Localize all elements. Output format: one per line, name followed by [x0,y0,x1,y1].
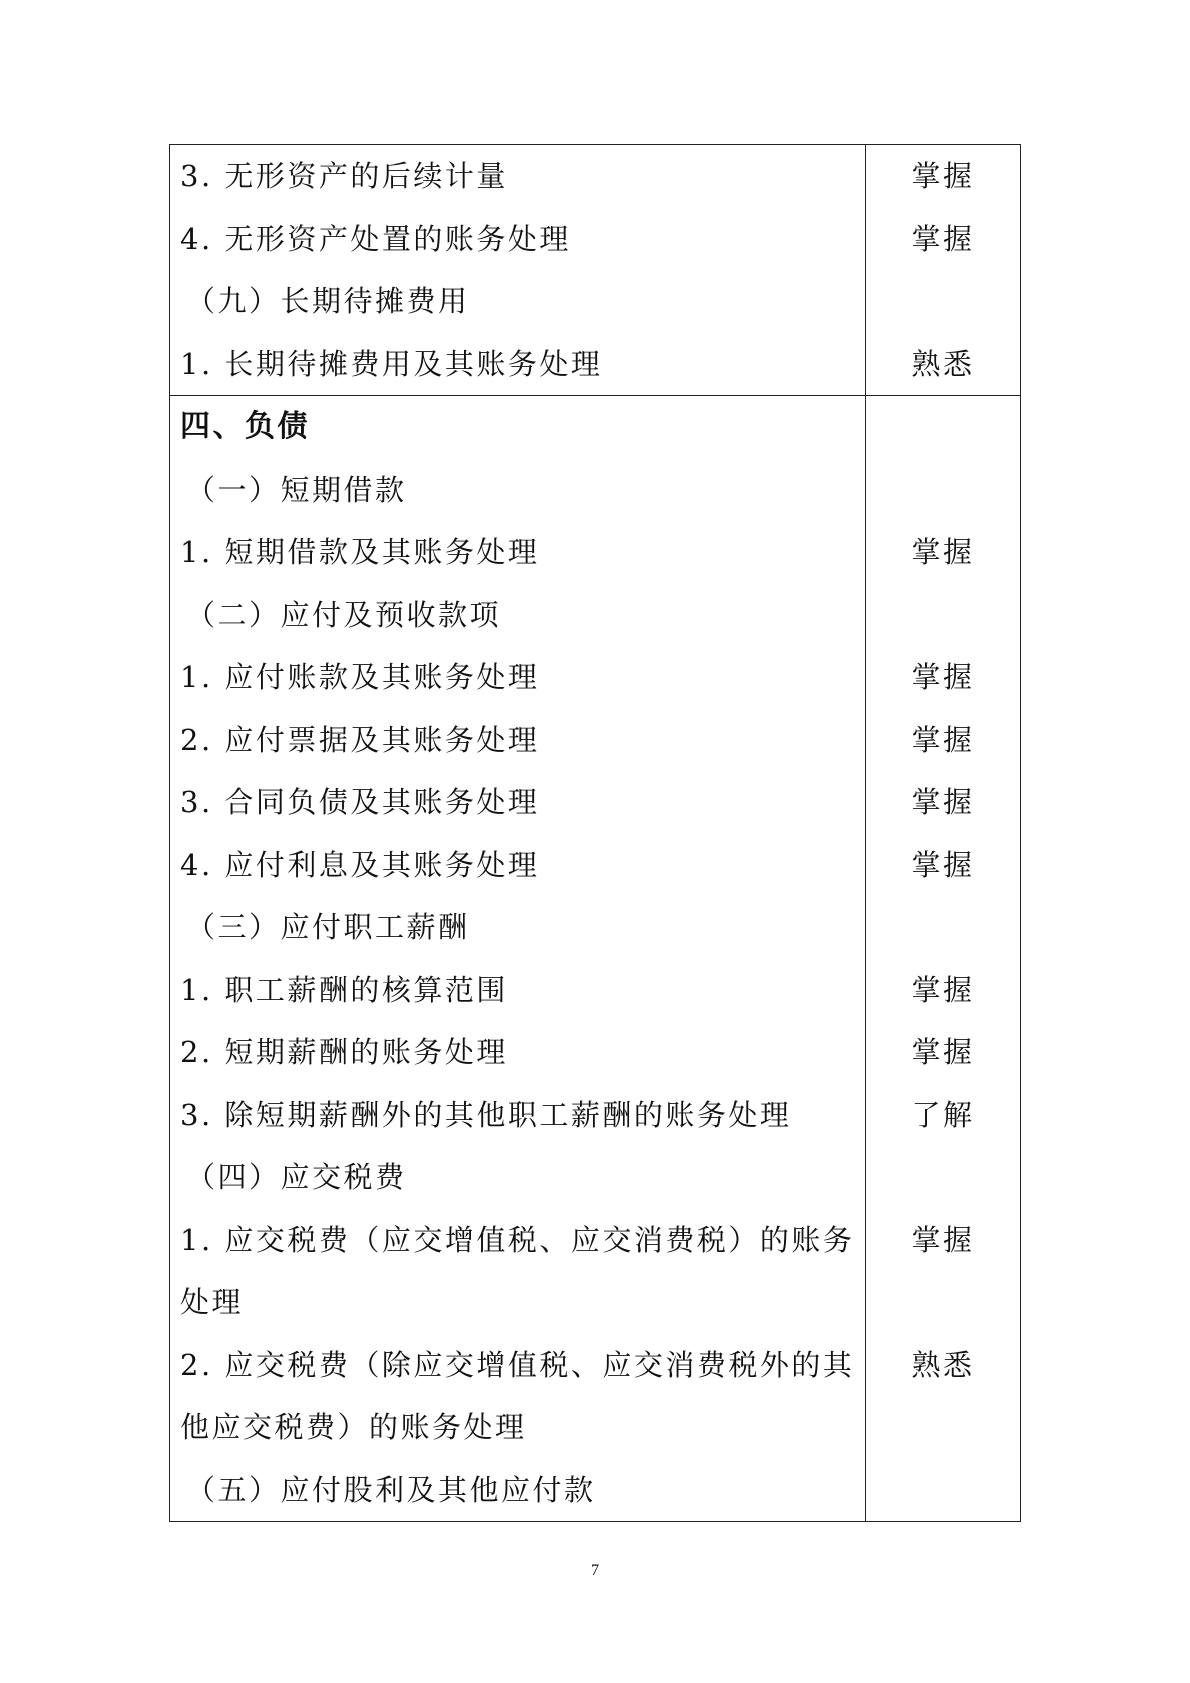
requirement-level: 掌握 [911,1035,975,1069]
requirement-level: 掌握 [911,1222,975,1257]
requirement-level [866,1146,1020,1209]
subsection-heading: （四）应交税费 [186,1160,407,1194]
subsection-heading: （九）长期待摊费用 [186,284,470,318]
subsection-heading: （五）应付股利及其他应付款 [186,1472,596,1507]
item-text: 2. 应付票据及其账务处理 [180,722,540,757]
requirement-level [866,459,1020,522]
content-cell [170,145,866,396]
requirement-level: 掌握 [911,847,975,882]
syllabus-table [169,144,1021,1522]
requirement-level: 掌握 [911,535,975,569]
requirement-level: 掌握 [911,722,975,757]
item-text: 1. 短期借款及其账务处理 [180,535,540,569]
level-cell [866,396,1021,1522]
requirement-level: 熟悉 [911,1347,975,1382]
level-cell [866,145,1021,396]
requirement-level [866,896,1020,959]
requirement-level [866,396,1020,459]
item-text: 他应交税费）的账务处理 [180,1410,527,1444]
requirement-level: 掌握 [911,221,975,256]
item-text: 3. 合同负债及其账务处理 [180,785,540,819]
item-text: 1. 应交税费（应交增值税、应交消费税）的账务 [180,1222,855,1257]
item-text: 4. 无形资产处置的账务处理 [180,221,571,256]
requirement-level [866,1271,1020,1334]
requirement-level [866,1459,1020,1522]
item-text: 1. 职工薪酬的核算范围 [180,972,508,1007]
subsection-heading: （二）应付及预收款项 [186,597,502,632]
requirement-level: 掌握 [911,972,975,1007]
section-heading: 四、负债 [180,409,310,444]
section-row [170,145,1021,396]
item-text: 2. 应交税费（除应交增值税、应交消费税外的其 [180,1347,855,1382]
item-text: 处理 [180,1285,244,1319]
requirement-level: 掌握 [911,159,975,193]
subsection-heading: （一）短期借款 [186,472,407,507]
requirement-level: 了解 [911,1097,975,1132]
item-text: 2. 短期薪酬的账务处理 [180,1035,508,1069]
item-text: 3. 除短期薪酬外的其他职工薪酬的账务处理 [180,1097,792,1132]
item-text: 4. 应付利息及其账务处理 [180,847,540,882]
item-text: 1. 长期待摊费用及其账务处理 [180,346,603,381]
requirement-level: 熟悉 [911,346,975,381]
requirement-level [866,1396,1020,1459]
item-text: 1. 应付账款及其账务处理 [180,660,540,694]
subsection-heading: （三）应付职工薪酬 [186,910,470,944]
requirement-level [866,270,1020,333]
requirement-level: 掌握 [911,785,975,819]
item-text: 3. 无形资产的后续计量 [180,159,508,193]
requirement-level [866,584,1020,647]
section-row [170,396,1021,1522]
page-number: 7 [591,1562,599,1579]
content-cell [170,396,866,1522]
requirement-level: 掌握 [911,660,975,694]
